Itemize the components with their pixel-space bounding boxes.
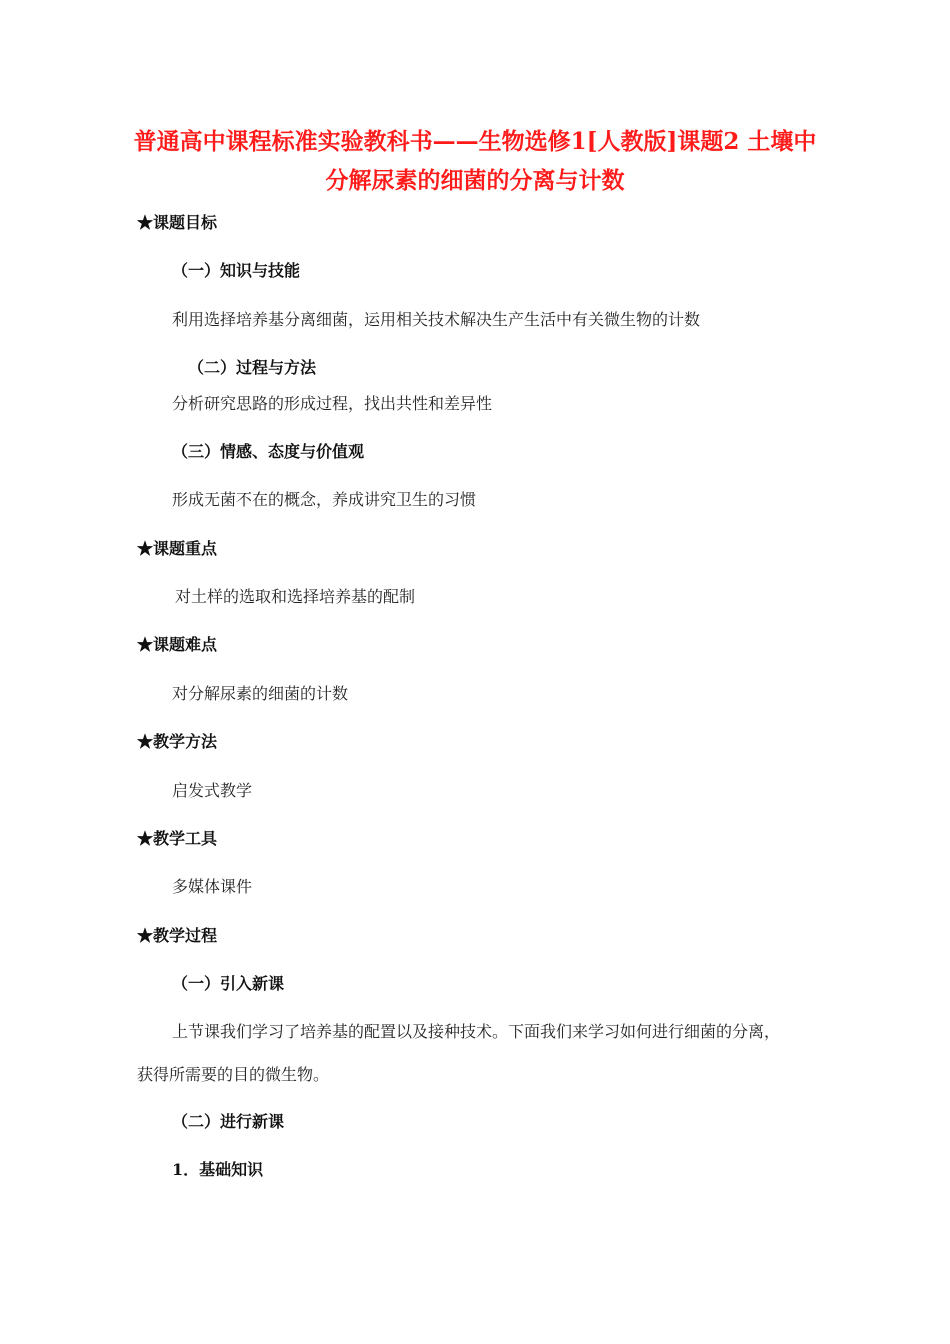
- objectives-heading: ★课题目标: [137, 213, 218, 232]
- difficulties-heading: ★课题难点: [137, 635, 218, 654]
- teaching-method-text: 启发式教学: [172, 781, 253, 800]
- key-points-text: 对土样的选取和选择培养基的配制: [175, 587, 416, 606]
- intro-text-line-1: 上节课我们学习了培养基的配置以及接种技术。下面我们来学习如何进行细菌的分离，: [172, 1022, 781, 1041]
- basics-heading: 1．基础知识: [172, 1160, 264, 1179]
- document-title-line-1: 普通高中课程标准实验教科书——生物选修1[人教版]课题2 土壤中: [133, 128, 817, 155]
- intro-heading: （一）引入新课: [172, 974, 285, 993]
- teaching-tools-text: 多媒体课件: [172, 877, 253, 896]
- process-method-heading: （二）过程与方法: [188, 358, 317, 377]
- knowledge-skills-heading: （一）知识与技能: [172, 261, 301, 280]
- difficulties-text: 对分解尿素的细菌的计数: [172, 684, 349, 703]
- emotion-text: 形成无菌不在的概念，养成讲究卫生的习惯: [172, 490, 477, 509]
- teaching-method-heading: ★教学方法: [137, 732, 218, 751]
- document-title-line-2: 分解尿素的细菌的分离与计数: [325, 167, 625, 194]
- key-points-heading: ★课题重点: [137, 539, 218, 558]
- intro-text-line-2: 获得所需要的目的微生物。: [137, 1065, 330, 1084]
- new-lesson-heading: （二）进行新课: [172, 1112, 285, 1131]
- process-method-text: 分析研究思路的形成过程，找出共性和差异性: [172, 394, 493, 413]
- knowledge-skills-text: 利用选择培养基分离细菌，运用相关技术解决生产生活中有关微生物的计数: [172, 310, 701, 329]
- teaching-tools-heading: ★教学工具: [137, 829, 218, 848]
- teaching-process-heading: ★教学过程: [137, 926, 218, 945]
- emotion-heading: （三）情感、态度与价值观: [172, 442, 365, 461]
